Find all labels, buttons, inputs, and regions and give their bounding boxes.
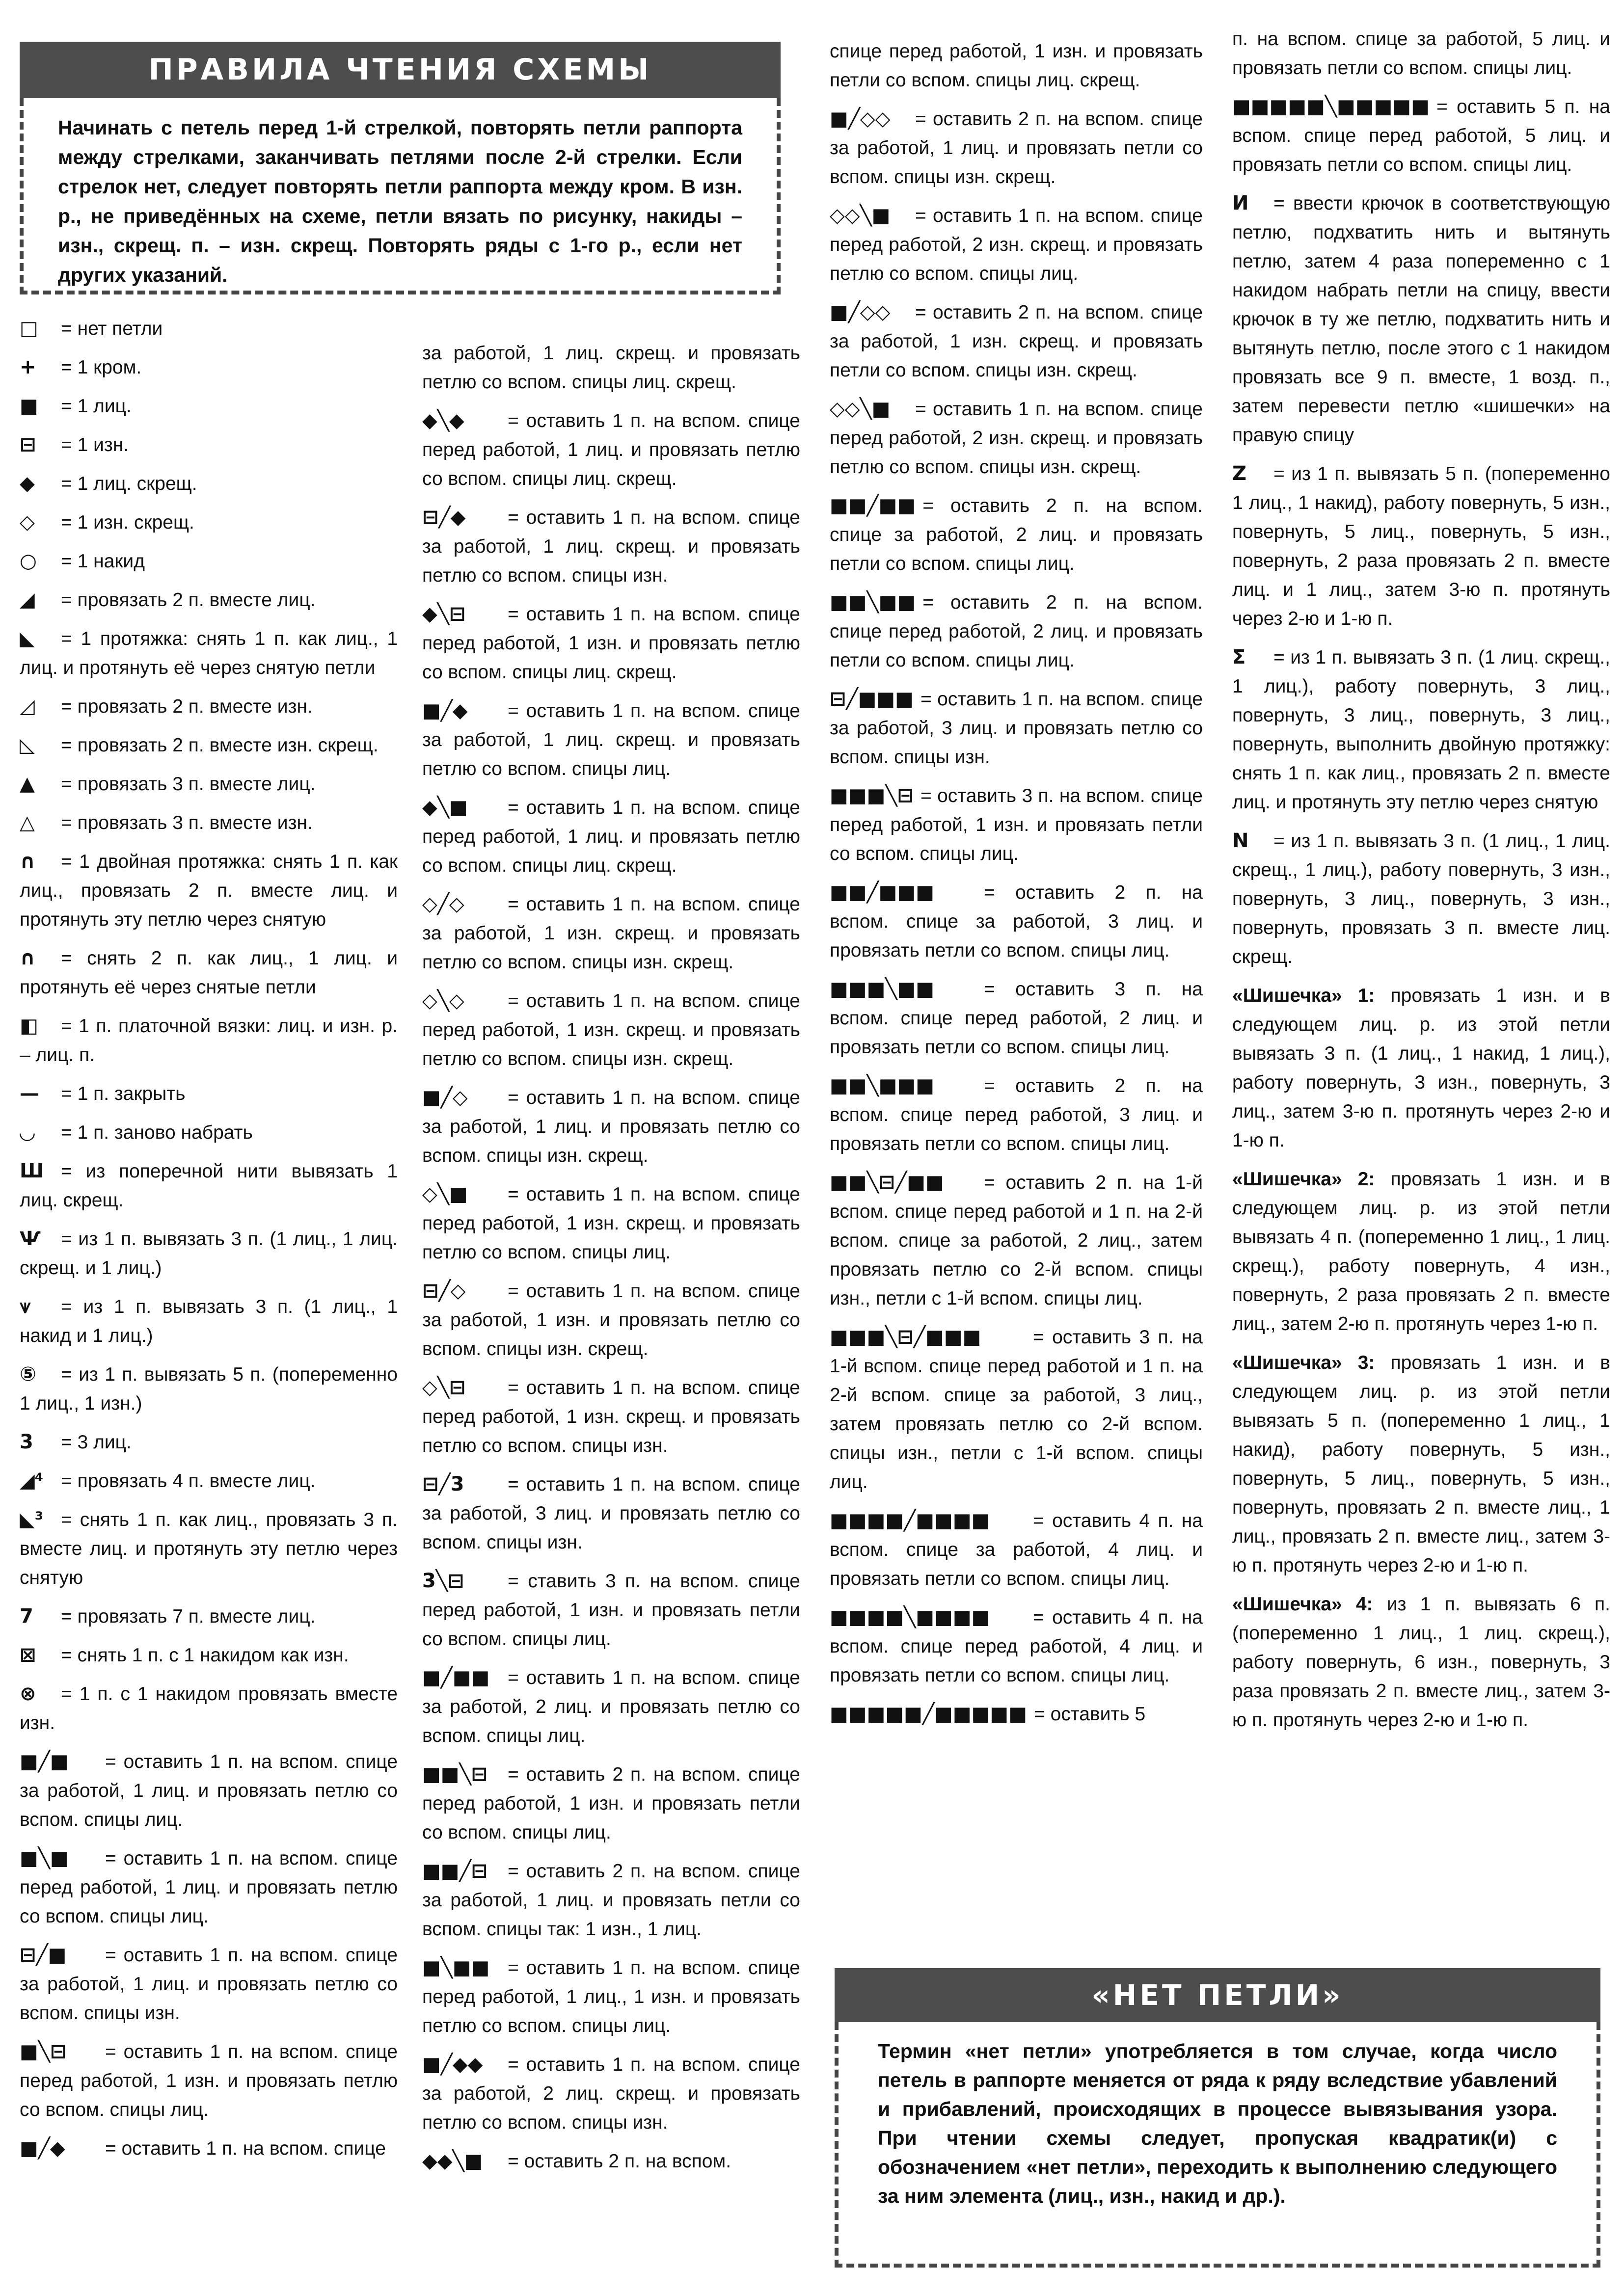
legend-entry [20,1428,398,1457]
legend-entry [1232,92,1610,179]
legend-text: из 1 п. вывязать 6 п. (попеременно 1 лиц., 1 лиц. скрещ.), работу повернуть, 6 изн., повернуть, 3 раза провязать 2 п. вместе лиц., затем 3-ю п. протянуть через 2-ю и 1-ю п. [1232,1594,1610,1731]
legend-text: = нет петли [61,318,163,339]
legend-text: = оставить 1 п. на вспом. спице перед работой, 1 изн. и провязать петлю со вспом. спицы лиц. [20,2041,398,2120]
legend-entry [20,1602,398,1631]
stitch-symbol-icon: ■╱◆ [422,699,468,722]
stitch-symbol-icon: △ [20,811,35,834]
legend-text: = провязать 2 п. вместе изн. скрещ. [61,735,379,756]
stitch-symbol-icon: ■╱◆◆ [422,2053,483,2076]
stitch-symbol-icon: ⊟╱■ [20,1944,67,1966]
stitch-symbol-icon: ■■╲⊟ [422,1763,488,1786]
legend-entry [830,105,1203,191]
stitch-symbol-icon: ⊗ [20,1682,36,1705]
legend-entry [1232,1348,1610,1580]
legend-entry [20,353,398,382]
legend-entry [830,1603,1203,1690]
note-text: Термин «нет петли» употребляется в том случае, когда число петель в раппорте меняется от ряда к ряду вследствие убавлений и прибавлений, происходящих в процессе вывязывания узора. При чтении схемы следует, пропуская квадратик(и) с обозначением «нет петли», переходить к выполнению следующего за ним элемента (лиц., изн., накид и др.). [878,2040,1557,2207]
stitch-symbol-icon: 3╲⊟ [422,1570,464,1592]
legend-text: = ставить 3 п. на вспом. спице перед работой, 1 изн. и провязать петли со вспом. спицы лиц. [422,1571,800,1650]
legend-text: = оставить 1 п. на вспом. спице за работой, 2 лиц. и провязать петлю со вспом. спицы лиц. [422,1667,800,1746]
legend-text: = оставить 2 п. на вспом. [508,2151,731,2172]
legend-text: = снять 1 п. как лиц., провязать 3 п. вместе лиц. и протянуть эту петлю через снятую [20,1509,398,1588]
legend-text: = оставить 2 п. на вспом. спице за работой, 2 лиц. и провязать петли со вспом. спицы лиц. [830,495,1203,574]
stitch-symbol-icon: 7 [20,1605,33,1628]
legend-text: = оставить 1 п. на вспом. спице перед работой, 1 изн. скрещ. и провязать петлю со вспом. спицы изн. скрещ. [422,990,800,1069]
stitch-symbol-icon: ■■╲■■■ [830,1074,935,1097]
legend-text: = оставить 1 п. на вспом. спице перед работой, 1 лиц. и провязать петлю со вспом. спицы лиц. скрещ. [422,797,800,876]
rules-banner: ПРАВИЛА ЧТЕНИЯ СХЕМЫ [20,42,781,98]
legend-entry [1232,1590,1610,1735]
legend-text: = 1 протяжка: снять 1 п. как лиц., 1 лиц. и протянуть её через снятую петли [20,628,398,678]
stitch-symbol-icon: ■╱◇◇ [830,301,891,323]
stitch-symbol-icon: ◇╱◇ [422,893,464,915]
legend-entry [830,37,1203,95]
stitch-symbol-icon: ◇ [20,511,35,534]
legend-entry [20,2037,398,2124]
stitch-symbol-icon: Ш [20,1160,44,1182]
stitch-symbol-icon: + [20,356,36,378]
legend-text: = оставить 1 п. на вспом. спице перед работой, 2 изн. скрещ. и провязать петлю со вспом. спицы лиц. [830,205,1203,284]
legend-text: = из 1 п. вывязать 3 п. (1 лиц., 1 лиц. скрещ., 1 лиц.), работу повернуть, 3 изн., повернуть, 3 лиц., повернуть, 3 изн., повернуть, провязать 3 п. вместе лиц. скрещ. [1232,830,1610,967]
legend-entry [422,1083,800,1170]
stitch-symbol-icon: И [1232,192,1249,214]
legend-entry [830,1506,1203,1593]
legend-text: = оставить 5 [1034,1704,1146,1725]
legend-text: = 1 накид [61,551,145,572]
legend-entry [20,1844,398,1931]
stitch-symbol-icon: ⊟╱◆ [422,506,466,529]
legend-text: за работой, 1 лиц. скрещ. и провязать петлю со вспом. спицы лиц. скрещ. [422,343,800,393]
stitch-symbol-icon: ■■╱⊟ [422,1860,488,1882]
legend-entry [830,491,1203,578]
legend-entry [830,1700,1203,1729]
legend-column-2 [422,339,800,2186]
legend-text: = снять 2 п. как лиц., 1 лиц. и протянуть её через снятые петли [20,948,398,998]
legend-entry [422,1567,800,1654]
legend-text: = оставить 1 п. на вспом. спице за работой, 1 лиц. и провязать петлю со вспом. спицы лиц. [20,1751,398,1830]
stitch-symbol-icon: 3 [20,1431,33,1453]
stitch-symbol-icon: ◇╲◇ [422,989,464,1012]
legend-column-4 [1232,25,1610,1744]
stitch-symbol-icon: ◢ [20,588,35,611]
legend-entry [422,339,800,397]
legend-text: = оставить 1 п. на вспом. спице за работой, 1 лиц. скрещ. и провязать петлю со вспом. спицы лиц. [422,700,800,779]
stitch-symbol-icon: ◇◇╲■ [830,204,891,227]
legend-text: = провязать 2 п. вместе лиц. [61,589,316,611]
stitch-symbol-icon: ■■■■■╱■■■■■ [830,1703,1028,1725]
legend-entry [20,1012,398,1069]
legend-entry [830,1168,1203,1313]
legend-text: = оставить 5 п. на вспом. спице перед работой, 5 лиц. и провязать петли со вспом. спицы лиц. [1232,96,1610,175]
stitch-symbol-icon: — [20,1082,39,1105]
legend-entry [422,1857,800,1944]
legend-entry [20,847,398,934]
intro-box [20,98,781,294]
stitch-symbol-icon: ⊠ [20,1644,36,1666]
shishechka-label: «Шишечка» 3: [1232,1352,1375,1373]
legend-text: = 1 двойная протяжка: снять 1 п. как лиц., провязать 2 п. вместе лиц. и протянуть эту петлю через снятую [20,851,398,930]
legend-text: = 1 изн. [61,434,129,455]
legend-entry [20,770,398,799]
legend-entry [20,944,398,1002]
legend-entry [20,624,398,682]
stitch-symbol-icon: ◇╲⊟ [422,1376,466,1399]
legend-text: = 1 лиц. скрещ. [61,473,197,494]
shishechka-label: «Шишечка» 1: [1232,985,1375,1006]
legend-entry [1232,25,1610,82]
stitch-symbol-icon: ◇◇╲■ [830,398,891,420]
legend-text: = оставить 2 п. на вспом. спице перед работой, 3 лиц. и провязать петли со вспом. спицы лиц. [830,1075,1203,1154]
stitch-symbol-icon: ◆ [20,472,35,495]
legend-text: = оставить 1 п. на вспом. спице перед работой, 1 лиц. и провязать петлю со вспом. спицы лиц. [20,1848,398,1927]
legend-entry [422,2050,800,2137]
legend-text: = оставить 1 п. на вспом. спице за работой, 2 лиц. скрещ. и провязать петлю со вспом. спицы изн. [422,2054,800,2133]
legend-entry [422,1953,800,2040]
stitch-symbol-icon: Σ [1232,646,1246,668]
legend-entry [422,2147,800,2176]
legend-text: = 1 п. с 1 накидом провязать вместе изн. [20,1683,398,1734]
legend-entry [20,314,398,343]
legend-entry [20,547,398,576]
legend-text: = оставить 3 п. на вспом. спице перед работой, 2 лиц. и провязать петли со вспом. спицы лиц. [830,979,1203,1058]
legend-text: = оставить 1 п. на вспом. спице за работой, 1 лиц. и провязать петлю со вспом. спицы изн. скрещ. [422,1087,800,1166]
stitch-symbol-icon: ■■╱■■■ [830,881,935,904]
stitch-symbol-icon: ■■╱■■ [830,494,916,517]
legend-entry [1232,459,1610,633]
legend-text: = из 1 п. вывязать 5 п. (попеременно 1 лиц., 1 накид), работу повернуть, 5 изн., повернуть, 5 лиц., повернуть, 5 изн., повернуть, 2 раза провязать 2 п. вместе лиц. и 1 лиц., затем 3-ю п. протянуть через 2-ю и 1-ю п. [1232,463,1610,629]
note-banner: «НЕТ ПЕТЛИ» [835,1968,1600,2022]
legend-text: = из 1 п. вывязать 5 п. (попеременно 1 лиц., 1 изн.) [20,1364,398,1414]
legend-text: = оставить 3 п. на вспом. спице перед работой, 1 изн. и провязать петли со вспом. спицы лиц. [830,785,1203,864]
legend-text: = оставить 1 п. на вспом. спице перед работой, 1 изн. скрещ. и провязать петлю со вспом. спицы изн. [422,1377,800,1456]
legend-text: = оставить 2 п. на 1-й вспом. спице перед работой и 1 п. на 2-й вспом. спице за работой, 2 лиц., затем провязать петлю со 2-й вспом. спицы изн., петли с 1-й вспом. спицы лиц. [830,1172,1203,1309]
legend-entry [422,890,800,977]
legend-entry [20,1505,398,1592]
legend-text: = оставить 1 п. на вспом. спице за работой, 1 изн. и провязать петлю со вспом. спицы изн. скрещ. [422,1281,800,1360]
legend-text: = провязать 2 п. вместе изн. [61,696,313,717]
legend-text: = оставить 3 п. на 1-й вспом. спице перед работой и 1 п. на 2-й вспом. спице за работой, 3 лиц., затем провязать петлю со 2-й вспом. спицы изн., петли с 1-й вспом. спицы лиц. [830,1327,1203,1493]
stitch-symbol-icon: ■╲■■ [422,1956,490,1979]
legend-text: = оставить 1 п. на вспом. спице перед работой, 1 изн. скрещ. и провязать петлю со вспом. спицы лиц. [422,1184,800,1263]
stitch-symbol-icon: ■╱◇ [422,1086,468,1109]
legend-entry [1232,827,1610,971]
stitch-symbol-icon: ∩ [20,850,36,873]
stitch-symbol-icon: Ѱ [20,1228,41,1250]
stitch-symbol-icon: N [1232,829,1249,852]
legend-entry [422,1663,800,1750]
stitch-symbol-icon: ◆╲⊟ [422,603,466,625]
intro-text: Начинать с петель перед 1-й стрелкой, повторять петли раппорта между стрелками, заканчивать петлями после 2-й стрелки. Если стрелок нет, следует повторять петли раппорта между кром. В изн. р., не приведённых на схеме, петли вязать по рисунку, накиды – изн., скрещ. п. – изн. скрещ. Повторять ряды с 1-го р., если нет других указаний. [58,116,742,286]
legend-entry [20,1225,398,1282]
legend-text: = оставить 2 п. на вспом. спице за работой, 1 лиц. и провязать петли со вспом. спицы изн. скрещ. [830,108,1203,187]
legend-text: = провязать 3 п. вместе лиц. [61,774,316,795]
stitch-symbol-icon: ■■■╲■■ [830,978,935,1000]
shishechka-label: «Шишечка» 2: [1232,1169,1375,1190]
legend-text: = оставить 1 п. на вспом. спице перед работой, 1 лиц. и провязать петлю со вспом. спицы лиц. скрещ. [422,410,800,489]
legend-text: = оставить 2 п. на вспом. спице перед работой, 2 лиц. и провязать петли со вспом. спицы лиц. [830,592,1203,671]
legend-entry [20,1467,398,1495]
legend-text: провязать 1 изн. и в следующем лиц. р. из этой петли вывязать 3 п. (1 лиц., 1 накид, 1 лиц.), работу повернуть, 3 изн., повернуть, 3 лиц., затем 3-ю п. протянуть через 2-ю и 1-ю п. [1232,985,1610,1151]
legend-entry [20,469,398,498]
stitch-symbol-icon: Z [1232,462,1247,485]
legend-entry [20,1747,398,1834]
stitch-symbol-icon: ◧ [20,1015,38,1037]
stitch-symbol-icon: ■■■■╱■■■■ [830,1509,990,1532]
legend-text: = провязать 3 п. вместе изн. [61,812,313,833]
stitch-symbol-icon: ◆◆╲■ [422,2150,483,2172]
legend-text: = из 1 п. вывязать 3 п. (1 лиц., 1 лиц. скрещ. и 1 лиц.) [20,1228,398,1279]
legend-entry [830,685,1203,772]
stitch-symbol-icon: ◣ [20,627,35,650]
legend-entry [422,696,800,783]
legend-text: = оставить 1 п. на вспом. спице за работой, 1 лиц. скрещ. и провязать петлю со вспом. спицы изн. [422,507,800,586]
legend-text: = оставить 2 п. на вспом. спице перед работой, 1 изн. и провязать петли со вспом. спицы лиц. [422,1764,800,1843]
stitch-symbol-icon: ◣³ [20,1508,44,1531]
stitch-symbol-icon: ■╱■■ [422,1666,490,1689]
legend-entry [422,1373,800,1460]
stitch-symbol-icon: ■■■■╲■■■■ [830,1606,990,1629]
stitch-symbol-icon: ■╱◆ [20,2137,65,2160]
legend-entry [20,1680,398,1737]
stitch-symbol-icon: ■╱■ [20,1750,69,1773]
legend-text: провязать 1 изн. и в следующем лиц. р. из этой петли вывязать 5 п. (попеременно 1 лиц., 1 накид), работу повернуть, 5 изн., повернуть, 5 лиц., повернуть, 5 изн., повернуть, провязать 2 п. вместе лиц., 1 лиц., провязать 2 п. вместе лиц., затем 3-ю п. протянуть через 2-ю и 1-ю п. [1232,1352,1610,1576]
legend-entry [830,588,1203,675]
legend-entry [422,406,800,493]
legend-text: = 1 кром. [61,357,142,378]
stitch-symbol-icon: ■╲■ [20,1847,69,1869]
legend-text: = оставить 1 п. на вспом. спице за работой, 3 лиц. и провязать петлю со вспом. спицы изн. [422,1474,800,1553]
stitch-symbol-icon: ⊟╱◇ [422,1280,466,1302]
legend-text: провязать 1 изн. и в следующем лиц. р. из этой петли вывязать 4 п. (попеременно 1 лиц., 1 лиц. скрещ.), работу повернуть, 4 изн., повернуть, 2 раза провязать 2 п. вместе лиц., затем 2-ю п. протянуть через 1-ю п. [1232,1169,1610,1335]
legend-entry [20,1157,398,1215]
stitch-symbol-icon: ⩛ [20,1295,31,1318]
legend-column-3 [830,37,1203,1738]
stitch-symbol-icon: ■■■■■╲■■■■■ [1232,95,1430,118]
legend-entry [422,1277,800,1363]
stitch-symbol-icon: ⊟╱3 [422,1473,464,1495]
legend-text: = оставить 1 п. на вспом. спице перед работой, 2 изн. скрещ. и провязать петлю со вспом. спицы изн. скрещ. [830,399,1203,478]
legend-entry [20,392,398,421]
legend-text: = оставить 4 п. на вспом. спице перед работой, 4 лиц. и провязать петли со вспом. спицы лиц. [830,1607,1203,1686]
legend-entry [422,1470,800,1557]
legend-entry [830,878,1203,965]
stitch-symbol-icon: ■■╲⊟╱■■ [830,1171,944,1194]
legend-text: = снять 1 п. с 1 накидом как изн. [61,1645,349,1666]
stitch-symbol-icon: ◺ [20,734,35,756]
stitch-symbol-icon: ◇╲■ [422,1183,468,1205]
legend-entry [830,1071,1203,1158]
legend-entry [20,508,398,537]
legend-text: = оставить 1 п. на вспом. спице за работой, 1 лиц. и провязать петлю со вспом. спицы изн. [20,1945,398,2024]
legend-text: спице перед работой, 1 изн. и провязать петли со вспом. спицы лиц. скрещ. [830,41,1203,91]
stitch-symbol-icon: ⊟ [20,433,36,456]
legend-entry [830,298,1203,385]
stitch-symbol-icon: ◡ [20,1121,35,1144]
legend-entry [20,586,398,614]
legend-text: = оставить 1 п. на вспом. спице за работой, 3 лиц. и провязать петлю со вспом. спицы изн. [830,689,1203,768]
legend-text: = оставить 1 п. на вспом. спице перед работой, 1 лиц., 1 изн. и провязать петлю со вспом. спицы лиц. [422,1957,800,2036]
legend-entry [1232,643,1610,817]
stitch-symbol-icon: ■■■╲⊟ [830,784,914,807]
note-box [835,2022,1600,2268]
legend-entry [20,731,398,760]
legend-entry [422,600,800,687]
legend-text: = оставить 1 п. на вспом. спице за работой, 1 изн. скрещ. и провязать петлю со вспом. спицы изн. скрещ. [422,894,800,973]
legend-text: = 1 п. платочной вязки: лиц. и изн. р. – лиц. п. [20,1015,398,1066]
legend-text: п. на вспом. спице за работой, 5 лиц. и провязать петли со вспом. спицы лиц. [1232,28,1610,79]
stitch-symbol-icon: ■ [20,395,38,417]
legend-text: = провязать 4 п. вместе лиц. [61,1470,316,1492]
stitch-symbol-icon: ■■╲■■ [830,591,916,614]
stitch-symbol-icon: ○ [20,550,37,572]
legend-entry [422,793,800,880]
legend-entry [422,987,800,1073]
legend-text: = оставить 4 п. на вспом. спице за работой, 4 лиц. и провязать петли со вспом. спицы лиц. [830,1510,1203,1589]
legend-entry [422,1180,800,1267]
stitch-symbol-icon: ■╲⊟ [20,2040,67,2063]
legend-text: = из поперечной нити вывязать 1 лиц. скрещ. [20,1161,398,1211]
legend-entry [20,430,398,459]
stitch-symbol-icon: ◢⁴ [20,1469,44,1492]
legend-text: = оставить 1 п. на вспом. спице перед работой, 1 изн. и провязать петлю со вспом. спицы лиц. скрещ. [422,604,800,683]
stitch-symbol-icon: ■■■╲⊟╱■■■ [830,1326,981,1348]
legend-text: = оставить 2 п. на вспом. спице за работой, 1 лиц. и провязать петли со вспом. спицы так: 1 изн., 1 лиц. [422,1861,800,1940]
legend-text: = из 1 п. вывязать 3 п. (1 лиц. скрещ., 1 лиц.), работу повернуть, 3 лиц., повернуть, 3 лиц., повернуть, 3 лиц., повернуть, выполнить двойную протяжку: снять 1 п. как лиц., провязать 2 п. вместе лиц. и протянуть эту петлю через снятую [1232,647,1610,813]
legend-text: = оставить 2 п. на вспом. спице за работой, 3 лиц. и провязать петли со вспом. спицы лиц. [830,882,1203,961]
stitch-symbol-icon: ∩ [20,947,36,969]
legend-entry [20,1360,398,1418]
legend-entry [20,692,398,721]
legend-entry [20,808,398,837]
legend-entry [830,201,1203,288]
stitch-symbol-icon: ◆╲◆ [422,409,464,432]
legend-text: = ввести крючок в соответствующую петлю, подхватить нить и вытянуть петлю, затем 4 раза попеременно с 1 накидом набрать петли на спицу, ввести крючок в ту же петлю, подхватить нить и вытянуть петлю, после этого с 1 накидом провязать все 9 п. вместе, 1 возд. п., затем перевести петлю «шишечки» на правую спицу [1232,193,1610,446]
stitch-symbol-icon: ⑤ [20,1363,36,1386]
legend-entry [20,1641,398,1670]
legend-entry [830,395,1203,481]
legend-text: = оставить 2 п. на вспом. спице за работой, 1 изн. скрещ. и провязать петли со вспом. спицы изн. скрещ. [830,302,1203,381]
legend-entry [422,503,800,590]
legend-entry [20,2134,398,2163]
legend-entry [830,1323,1203,1496]
stitch-symbol-icon: ■╱◇◇ [830,107,891,130]
legend-entry [1232,189,1610,450]
legend-text: = 1 п. закрыть [61,1083,186,1104]
shishechka-label: «Шишечка» 4: [1232,1594,1373,1615]
legend-entry [20,1292,398,1350]
legend-entry [830,975,1203,1062]
legend-text: = из 1 п. вывязать 3 п. (1 лиц., 1 накид и 1 лиц.) [20,1296,398,1346]
legend-entry [20,1079,398,1108]
stitch-symbol-icon: ◆╲■ [422,796,468,819]
legend-entry [20,1118,398,1147]
legend-text: = 1 изн. скрещ. [61,512,194,533]
legend-text: = 1 лиц. [61,396,132,417]
legend-entry [422,1760,800,1847]
stitch-symbol-icon: ▲ [20,773,35,795]
legend-entry [20,1941,398,2028]
legend-entry [830,781,1203,868]
legend-text: = оставить 1 п. на вспом. спице [105,2138,386,2159]
legend-text: = 3 лиц. [61,1432,132,1453]
stitch-symbol-icon: ◿ [20,695,35,718]
legend-column-1 [20,314,398,2173]
stitch-symbol-icon: □ [20,317,38,340]
legend-entry [1232,1165,1610,1338]
legend-text: = 1 п. заново набрать [61,1122,253,1143]
legend-text: = провязать 7 п. вместе лиц. [61,1606,316,1627]
legend-entry [1232,981,1610,1155]
stitch-symbol-icon: ⊟╱■■■ [830,688,914,710]
